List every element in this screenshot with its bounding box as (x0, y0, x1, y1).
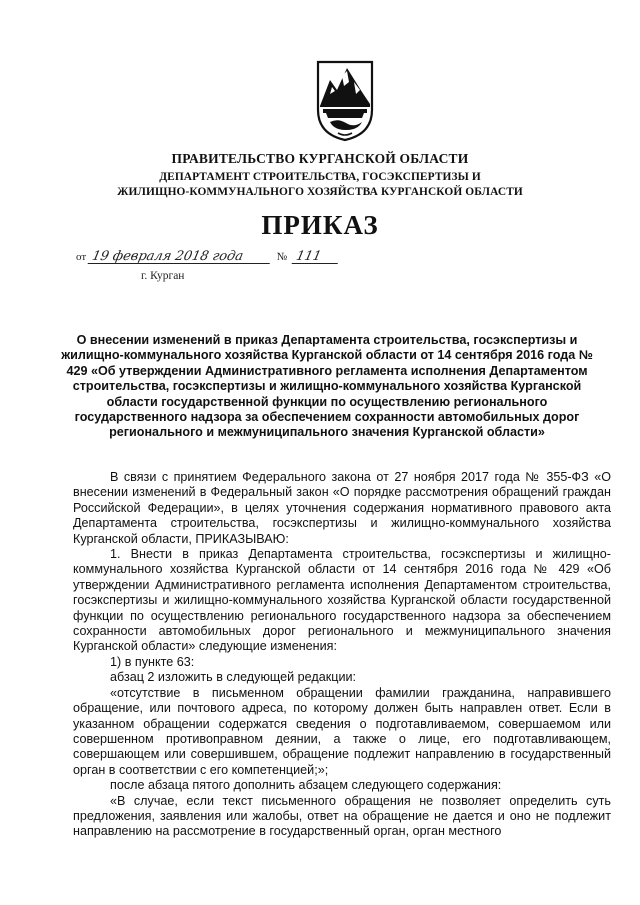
document-type-title: ПРИКАЗ (261, 210, 379, 240)
body-paragraph-quote-2: «В случае, если текст письменного обращения не позволяет определить суть предложения, заявления или жалобы, ответ на обращение не дается и оно не подлежит направлению на рассмотрение в государственный орган, орган местного (73, 793, 611, 839)
body-paragraph-sub-1: 1) в пункте 63: (110, 654, 195, 669)
handwritten-date: 19 февраля 2018 года (88, 251, 273, 264)
from-label: от (76, 251, 87, 263)
government-name: ПРАВИТЕЛЬСТВО КУРГАНСКОЙ ОБЛАСТИ (171, 151, 469, 166)
department-name-line1: ДЕПАРТАМЕНТ СТРОИТЕЛЬСТВА, ГОСЭКСПЕРТИЗЫ И (159, 171, 481, 183)
body-paragraph-abzac-2: абзац 2 изложить в следующей редакции: (110, 670, 357, 685)
number-label: № (276, 251, 288, 263)
body-paragraph-preamble: В связи с принятием Федерального закона от 27 ноября 2017 года № 355-ФЗ «О внесении изменений в Федеральный закон «О порядке рассмотрения обращений граждан Российской Федерации», в целях уточнения содержания нормативного правового акта Департамента строительства, госэкспертизы и жилищно-коммунального хозяйства Курганской области, ПРИКАЗЫВАЮ: (73, 470, 611, 546)
order-subject: О внесении изменений в приказ Департамента строительства, госэкспертизы и жилищно-коммунального хозяйства Курганской области от 14 сентября 2016 года № 429 «Об утверждении Административного регламента исполнения Департаментом строительства, госэкспертизы и жилищно-коммунального хозяйства Курганской области государственной функции по осуществлению регионального государственного надзора за обеспечением сохранности автомобильных дорог регионального и межмуниципального значения Курганской области» (61, 333, 593, 440)
city-name: г. Курган (141, 270, 185, 282)
body-paragraph-quote-1: «отсутствие в письменном обращении фамилии гражданина, направившего обращение, или почтового адреса, по которому должен быть направлен ответ. Если в указанном обращении содержатся сведения о подготавливаемом, совершаемом или совершенном противоправном деянии, а также о лице, его подготавливающем, совершающем или совершившем, обращение подлежит направлению в государственный орган в соответствии с его компетенцией;»; (73, 685, 611, 777)
kurgan-coat-of-arms-icon (316, 60, 374, 142)
body-paragraph-addition: после абзаца пятого дополнить абзацем следующего содержания: (110, 778, 502, 793)
body-paragraph-item-1: 1. Внести в приказ Департамента строительства, госэкспертизы и жилищно-коммунального хозяйства Курганской области от 14 сентября 2016 года № 429 «Об утверждении Административного регламента исполнения Департаментом строительства, госэкспертизы и жилищно-коммунального хозяйства Курганской области государственной функции по осуществлению регионального государственного надзора за обеспечением сохранности автомобильных дорог регионального и межмуниципального значения Курганской области» следующие изменения: (73, 547, 611, 654)
department-name-line2: ЖИЛИЩНО-КОММУНАЛЬНОГО ХОЗЯЙСТВА КУРГАНСКОЙ ОБЛАСТИ (117, 186, 523, 198)
order-body (73, 470, 611, 840)
order-date-line (76, 251, 339, 264)
handwritten-number: 111 (292, 251, 341, 264)
